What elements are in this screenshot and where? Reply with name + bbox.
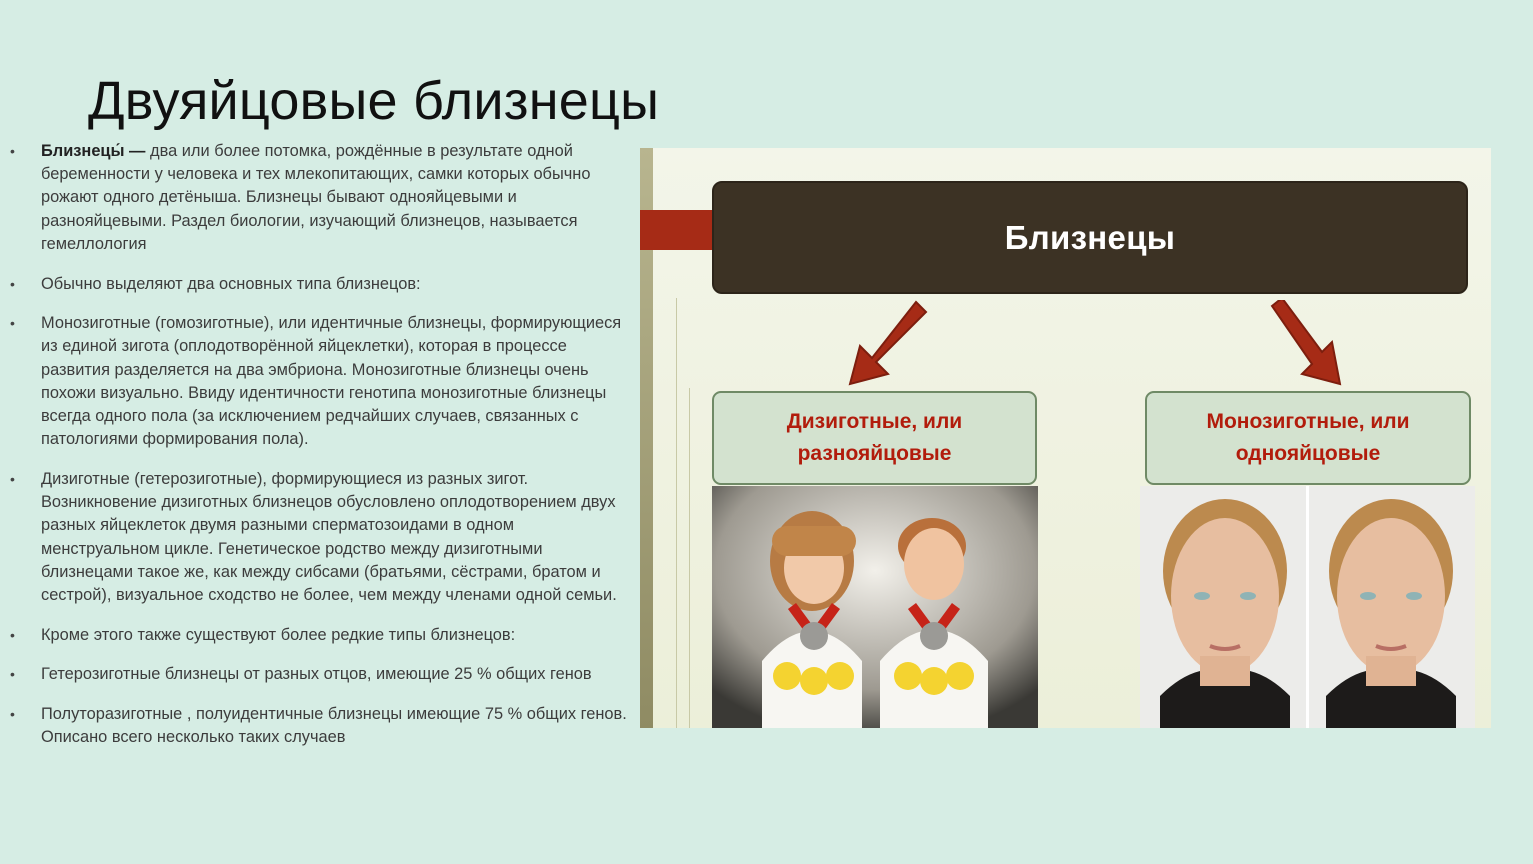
bullet-text: Гетерозиготные близнецы от разных отцов, имеющие 25 % общих генов — [41, 665, 592, 684]
bullet-marker: • — [10, 706, 15, 723]
bullet-marker: • — [10, 470, 15, 487]
bullet-item — [10, 312, 635, 451]
monozygotic-label-line1: Монозиготные, или — [1206, 410, 1410, 433]
bullet-marker: • — [10, 143, 15, 159]
bullet-item — [10, 624, 635, 647]
term-bold: Близнецы́ — — [41, 142, 146, 160]
bullet-item — [10, 703, 635, 749]
bullet-item — [10, 273, 635, 296]
root-node-label: Близнецы — [1004, 218, 1176, 256]
bullet-text: Кроме этого также существуют более редкие типы близнецов: — [41, 625, 516, 644]
bullet-marker: • — [10, 666, 15, 683]
bullet-item — [10, 140, 635, 256]
decor-line — [689, 388, 690, 728]
monozygotic-label-line2: однояйцовые — [1235, 442, 1381, 465]
decor-red-tab — [640, 210, 714, 250]
bullet-text: Обычно выделяют два основных типа близнецов: — [41, 274, 421, 293]
monozygotic-twins-photo — [1140, 486, 1475, 728]
decor-line — [676, 298, 677, 728]
slide-title: Двуяйцовые близнецы — [88, 71, 660, 131]
bullet-marker: • — [10, 315, 15, 332]
dizygotic-twins-photo — [712, 486, 1038, 728]
bullet-text: Полуторазиготные , полуидентичные близнецы имеющие 75 % общих генов. Описано всего несколько таких случаев — [41, 705, 627, 747]
bullet-text: два или более потомка, рождённые в результате одной беременности у человека и тех млекопитающих, самки которых обычно рожают одного детёныша. Близнецы бывают однояйцевыми и разнояйцевыми. Раздел биологии, изучающий близнецов, называется гемеллология — [41, 142, 591, 253]
bullet-list — [10, 140, 635, 766]
bullet-text: Монозиготные (гомозиготные), или идентичные близнецы, формирующиеся из единой зигота (оплодотворённой яйцеклетки), которая в процессе развития разделяется на два эмбриона. Монозиготные близнецы очень похожи визуально. Ввиду идентичности генотипа монозиготные близнецы всегда одного пола (за исключением редчайших случаев, связанных с патологиями формирования пола). — [41, 314, 622, 449]
bullet-marker: • — [10, 275, 15, 292]
arrow-down-right-icon — [1264, 300, 1354, 390]
monozygotic-node — [1145, 391, 1471, 485]
bullet-item — [10, 663, 635, 686]
bullet-item — [10, 468, 635, 607]
bullet-text: Дизиготные (гетерозиготные), формирующиеся из разных зигот. Возникновение дизиготных близнецов обусловлено оплодотворением двух разных яйцеклеток двумя разными сперматозоидами в одном менструальном цикле. Генетическое родство между дизиготными близнецами такое же, как между сибсами (братьями, сёстрами, братом и сестрой), визуальное сходство не более, чем между членами одной семьи. — [41, 469, 617, 604]
arrow-down-left-icon — [836, 298, 936, 390]
bullet-marker: • — [10, 626, 15, 643]
dizygotic-node — [712, 391, 1037, 485]
root-node — [712, 181, 1468, 294]
dizygotic-label: Дизиготные, или разнояйцовые — [786, 410, 963, 465]
twins-diagram — [640, 148, 1491, 728]
